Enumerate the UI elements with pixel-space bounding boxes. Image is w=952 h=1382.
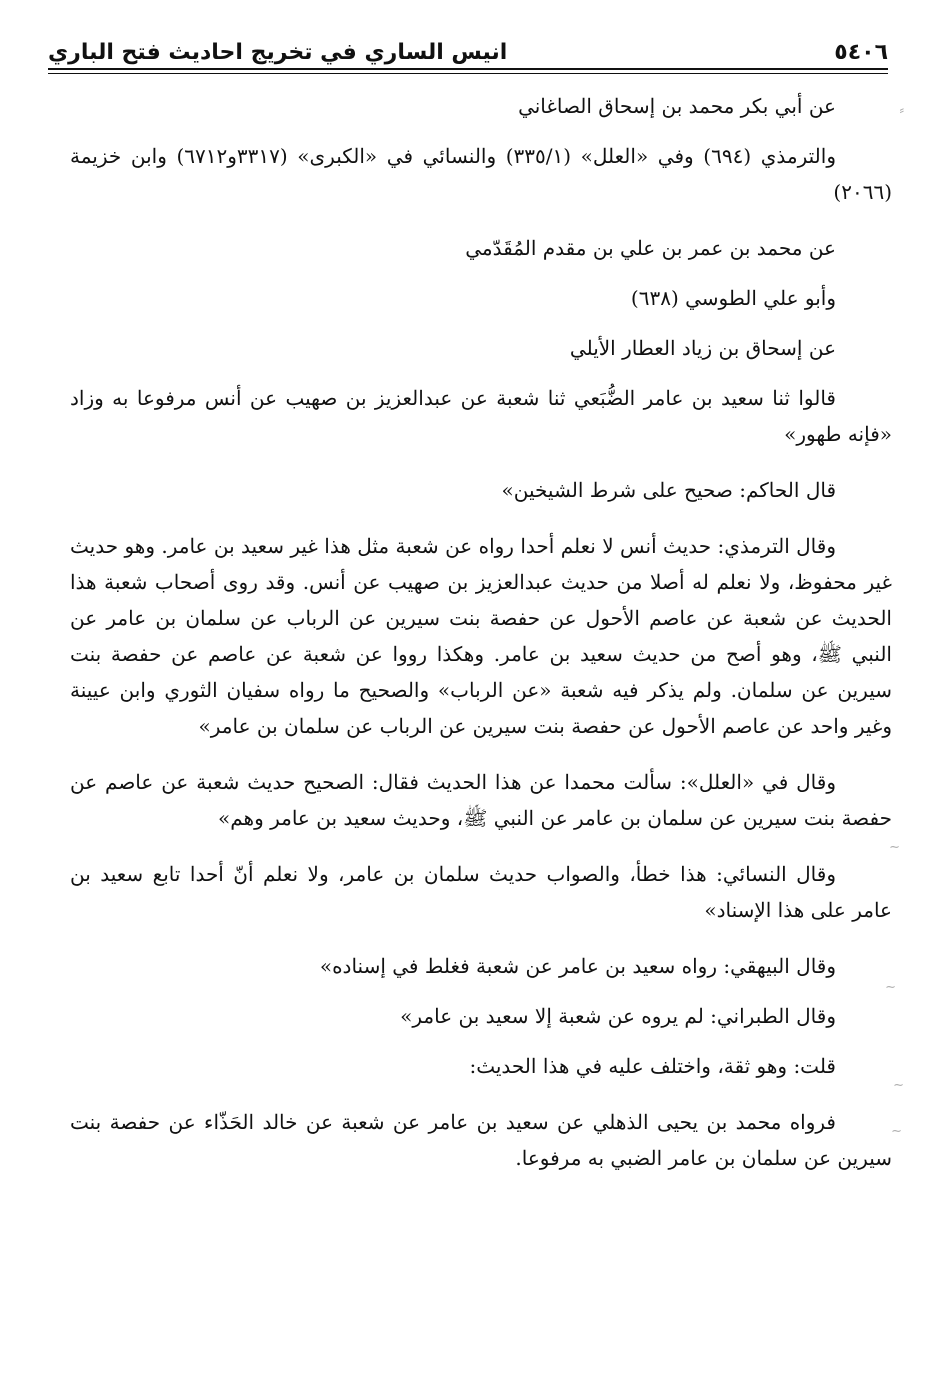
paragraph-3: عن محمد بن عمر بن علي بن مقدم المُقَدّمي [465, 236, 836, 260]
margin-mark-5: ∽ [891, 1124, 902, 1139]
paragraph-1: عن أبي بكر محمد بن إسحاق الصاغاني [518, 94, 836, 118]
margin-mark-1: ⸗ [899, 103, 904, 118]
paragraph-14: فرواه محمد بن يحيى الذهلي عن سعيد بن عامر عن شعبة عن خالد الحَذّاء عن حفصة بنت سيرين عن سلمان بن عامر الضبي به مرفوعا. [70, 1110, 892, 1170]
paragraph-10: وقال النسائي: هذا خطأ، والصواب حديث سلمان بن عامر، ولا نعلم أنّ أحدا تابع سعيد بن عامر على هذا الإسناد» [70, 862, 892, 922]
body-text [70, 88, 892, 1196]
page-number: ٥٤٠٦ [834, 40, 888, 65]
paragraph-11: وقال البيهقي: رواه سعيد بن عامر عن شعبة فغلط في إسناده» [319, 954, 836, 978]
paragraph-9: وقال في «العلل»: سألت محمدا عن هذا الحديث فقال: الصحيح حديث شعبة عن عاصم عن حفصة بنت سيرين عن سلمان بن عامر عن النبي ﷺ، وحديث سعيد بن عامر وهم» [70, 770, 892, 830]
margin-mark-3: ∽ [885, 980, 896, 995]
header-rule [48, 68, 888, 70]
paragraph-8: وقال الترمذي: حديث أنس لا نعلم أحدا رواه عن شعبة مثل هذا غير سعيد بن عامر. وهو حديث غير محفوظ، ولا نعلم له أصلا من حديث عبدالعزيز بن صهيب عن أنس. وقد روى أصحاب شعبة هذا الحديث عن شعبة عن عاصم الأحول عن حفصة بنت سيرين عن الرباب عن سلمان بن عامر عن النبي ﷺ، وهو أصح من حديث سعيد بن عامر. وهكذا رووا عن شعبة عن عاصم عن حفصة بنت سيرين عن سلمان. ولم يذكر فيه شعبة «عن الرباب» والصحيح ما رواه سفيان الثوري وابن عيينة وغير واحد عن عاصم الأحول عن حفصة بنت سيرين عن الرباب عن سلمان بن عامر» [70, 534, 892, 738]
paragraph-5: عن إسحاق بن زياد العطار الأيلي [569, 336, 836, 360]
paragraph-6: قالوا ثنا سعيد بن عامر الضُّبَعي ثنا شعبة عن عبدالعزيز بن صهيب عن أنس مرفوعا به وزاد «فإنه طهور» [70, 386, 892, 446]
paragraph-7: قال الحاكم: صحيح على شرط الشيخين» [501, 478, 836, 502]
paragraph-13: قلت: وهو ثقة، واختلف عليه في هذا الحديث: [469, 1054, 836, 1078]
margin-mark-4: ∽ [893, 1078, 904, 1093]
paragraph-12: وقال الطبراني: لم يروه عن شعبة إلا سعيد بن عامر» [400, 1004, 836, 1028]
paragraph-4: وأبو علي الطوسي (٦٣٨) [630, 286, 836, 310]
paragraph-2: والترمذي (٦٩٤) وفي «العلل» (٣٣٥/١) والنسائي في «الكبرى» (٣٣١٧و٦٧١٢) وابن خزيمة (٢٠٦٦) [70, 144, 892, 204]
margin-mark-2: ∽ [889, 840, 900, 855]
header-rule-thin [48, 73, 888, 74]
page-header [48, 28, 888, 68]
running-title: انيس الساري في تخريج احاديث فتح الباري [48, 40, 508, 65]
